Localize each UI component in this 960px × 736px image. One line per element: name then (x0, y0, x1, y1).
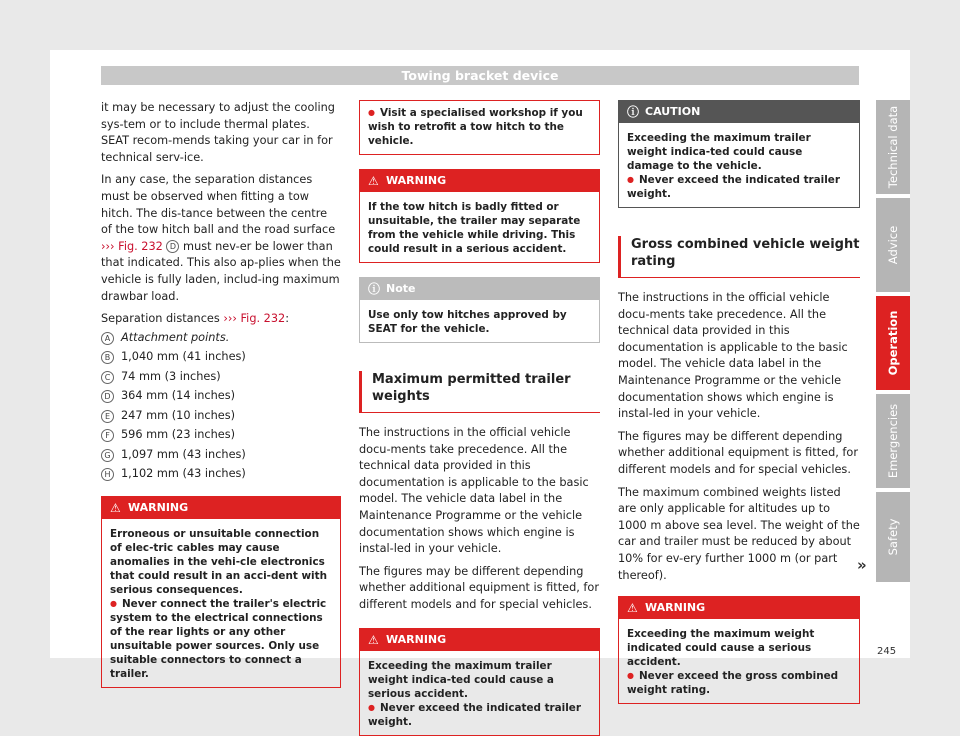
warning-box (101, 496, 341, 688)
warning-header: ⚠ WARNING (619, 597, 859, 619)
warning-triangle-icon: ⚠ (368, 632, 379, 647)
list-item: G 1,097 mm (43 inches) (101, 445, 341, 465)
list-item: A Attachment points. (101, 328, 341, 348)
figure-link[interactable]: ››› Fig. 232 (223, 312, 286, 326)
paragraph: The maximum combined weights listed are only applicable for altitudes up to 1000 m above sea level. The weight of the car and trailer must be reduced by about 10% for ev-ery further 1000 m (or part thereof). (618, 485, 860, 582)
callout-key: B (101, 351, 114, 364)
info-icon: ⓘ (368, 282, 381, 296)
callout-key: H (101, 468, 114, 481)
list-item: E 247 mm (10 inches) (101, 406, 341, 426)
caution-bullet: ● Never exceed the indicated trailer weight. (627, 173, 851, 201)
warning-header: ⚠ WARNING (102, 497, 340, 519)
warning-bullet: ● Never exceed the indicated trailer weight. (368, 701, 591, 729)
tab-emergencies[interactable]: Emergencies (876, 394, 910, 488)
column-2 (359, 100, 600, 736)
warning-triangle-icon: ⚠ (627, 601, 638, 616)
callout-key: F (101, 429, 114, 442)
warning-box (618, 596, 860, 704)
warning-box (359, 169, 600, 263)
caution-box (618, 100, 860, 208)
distance-list (101, 328, 341, 484)
paragraph: The figures may be different depending whether additional equipment is fitted, for different models and for special vehicles. (359, 564, 599, 611)
callout-key: E (101, 410, 114, 423)
callout-key: D (101, 390, 114, 403)
page-number: 245 (877, 646, 897, 657)
warning-text: Exceeding the maximum trailer weight indica-ted could cause a serious accident. (368, 659, 554, 700)
list-item: B 1,040 mm (41 inches) (101, 347, 341, 367)
tab-advice[interactable]: Advice (876, 198, 910, 292)
warning-text: Exceeding the maximum weight indicated could cause a serious accident. (627, 628, 815, 669)
paragraph: it may be necessary to adjust the cooling sys-tem or to include thermal plates. SEAT recom-mends taking your car in for technical serv-ice. (101, 101, 335, 164)
section-heading: Maximum permitted trailer weights (359, 371, 600, 413)
list-item: H 1,102 mm (43 inches) (101, 464, 341, 484)
caution-icon: ⓘ (627, 105, 640, 119)
section-heading: Gross combined vehicle weight rating (618, 236, 860, 278)
column-3 (618, 100, 860, 704)
warning-triangle-icon: ⚠ (110, 500, 121, 515)
callout-key: A (101, 332, 114, 345)
continue-mark: » (857, 556, 867, 574)
figure-link[interactable]: ››› Fig. 232 (101, 239, 163, 253)
list-item: C 74 mm (3 inches) (101, 367, 341, 387)
paragraph: The instructions in the official vehicle docu-ments take precedence. All the technical data provided in this documentation is applicable to the basic model. The vehicle data label in the Maintenance Programme or the vehicle documentation shows which engine is instal-led in your vehicle. (359, 426, 589, 556)
callout-key: C (101, 371, 114, 384)
paragraph: The figures may be different depending whether additional equipment is fitted, for different models and for special vehicles. (618, 429, 858, 476)
paragraph: In any case, the separation distances must be observed when fitting a tow hitch. The dis-tance between the centre of the tow hitch ball and the road surface ››› Fig. 232 D must nev-er be lower than that indicated. This also ap-plies when the vehicle is fully laden, includ-ing maximum drawbar load. (101, 173, 341, 303)
list-item: F 596 mm (23 inches) (101, 425, 341, 445)
warning-continuation: ● Visit a specialised workshop if you wish to retrofit a tow hitch to the vehicle. (359, 100, 600, 155)
warning-box (359, 628, 600, 736)
callout-key: G (101, 449, 114, 462)
callout-key: D (166, 240, 179, 253)
warning-header: ⚠ WARNING (360, 170, 599, 192)
tab-technical-data[interactable]: Technical data (876, 100, 910, 194)
warning-text: If the tow hitch is badly fitted or unsuitable, the trailer may separate from the vehicle while driving. This could result in a serious accident. (368, 201, 581, 255)
tab-operation[interactable]: Operation (876, 296, 910, 390)
page-header: Towing bracket device (101, 66, 859, 85)
tab-safety[interactable]: Safety (876, 492, 910, 582)
note-text: Use only tow hitches approved by SEAT for the vehicle. (368, 309, 567, 335)
caution-header: ⓘ CAUTION (619, 101, 859, 123)
warning-text: Erroneous or unsuitable connection of elec-tric cables may cause anomalies in the vehi-cle electronics that could result in an acci-dent with serious consequences. (110, 527, 327, 596)
note-header: ⓘ Note (360, 278, 599, 300)
column-1 (101, 100, 341, 688)
warning-triangle-icon: ⚠ (368, 174, 379, 188)
note-box (359, 277, 600, 343)
paragraph: The instructions in the official vehicle docu-ments take precedence. All the technical data provided in this documentation is applicable to the basic model. The vehicle data label in the Maintenance Programme or the vehicle documentation shows which engine is instal-led in your vehicle. (618, 291, 848, 421)
warning-bullet: ● Never exceed the gross combined weight rating. (627, 669, 851, 697)
separation-heading: Separation distances ››› Fig. 232: (101, 312, 290, 326)
warning-header: ⚠ WARNING (360, 629, 599, 651)
warning-bullet: ● Never connect the trailer's electric system to the electrical connections of the rear lights or any other unsuitable power sources. Only use suitable connectors to connect a trailer. (110, 597, 332, 681)
caution-text: Exceeding the maximum trailer weight indica-ted could cause damage to the vehicle. (627, 132, 811, 172)
list-item: D 364 mm (14 inches) (101, 386, 341, 406)
